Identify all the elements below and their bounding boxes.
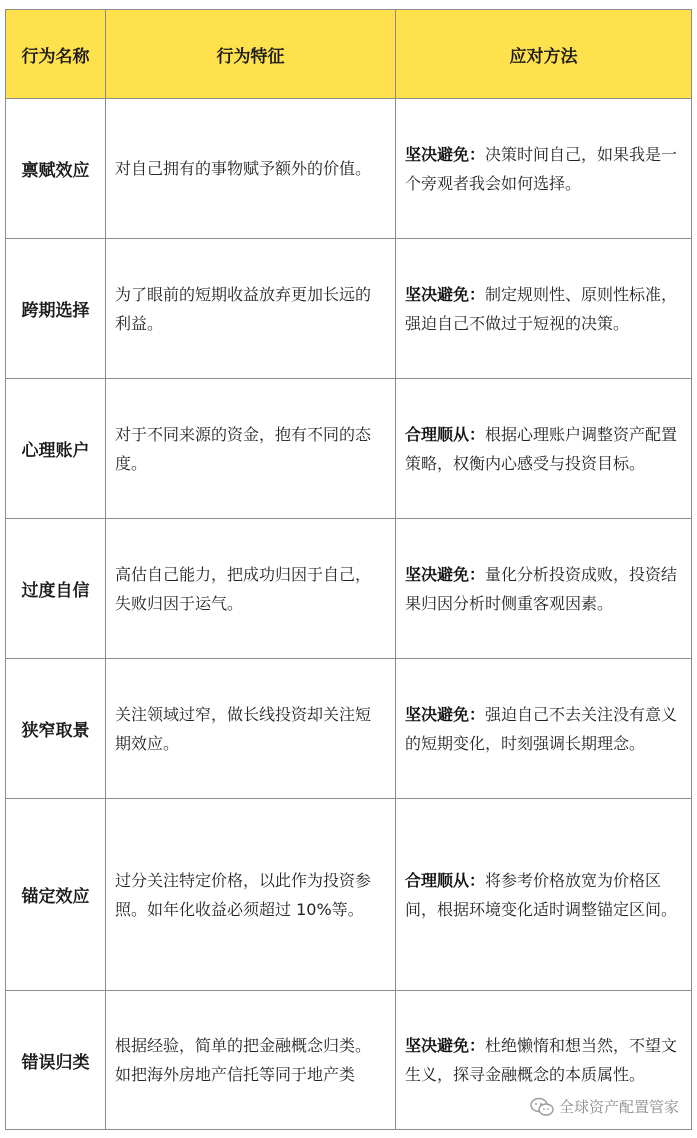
method-text: 根据心理账户调整资产配置策略，权衡内心感受与投资目标。	[405, 424, 678, 473]
method-lead: 坚决避免：	[405, 1036, 486, 1055]
method-lead: 合理顺从：	[405, 424, 486, 444]
coping-method	[396, 519, 692, 659]
method-text: 量化分析投资成败，投资结果归因分析时侧重客观因素。	[405, 564, 678, 613]
watermark	[530, 1096, 679, 1117]
behavior-name: 跨期选择	[6, 239, 106, 379]
table-header-row	[6, 10, 692, 99]
behavior-feature: 关注领域过窄，做长线投资却关注短期效应。	[106, 659, 396, 799]
method-text: 强迫自己不去关注没有意义的短期变化，时刻强调长期理念。	[405, 704, 678, 753]
method-text: 制定规则性、原则性标准，强迫自己不做过于短视的决策。	[405, 284, 678, 333]
table-row	[6, 99, 692, 239]
table-row	[6, 519, 692, 659]
table-row	[6, 239, 692, 379]
coping-method	[396, 99, 692, 239]
behavior-name: 过度自信	[6, 519, 106, 659]
behavior-feature: 为了眼前的短期收益放弃更加长远的利益。	[106, 239, 396, 379]
method-text: 杜绝懒惰和想当然，不望文生义，探寻金融概念的本质属性。	[405, 1036, 678, 1084]
behavior-feature: 对自己拥有的事物赋予额外的价值。	[106, 99, 396, 239]
method-text: 决策时间自己，如果我是一个旁观者我会如何选择。	[405, 144, 678, 193]
header-coping-method: 应对方法	[396, 10, 692, 99]
behavior-name: 心理账户	[6, 379, 106, 519]
method-lead: 坚决避免：	[405, 284, 486, 304]
method-text: 将参考价格放宽为价格区间，根据环境变化适时调整锚定区间。	[405, 870, 678, 919]
behavior-feature: 对于不同来源的资金，抱有不同的态度。	[106, 379, 396, 519]
method-lead: 合理顺从：	[405, 870, 486, 890]
header-behavior-name: 行为名称	[6, 10, 106, 99]
method-lead: 坚决避免：	[405, 564, 486, 584]
wechat-icon	[530, 1097, 554, 1117]
behavior-name: 锚定效应	[6, 799, 106, 991]
method-lead: 坚决避免：	[405, 704, 486, 724]
behavior-table	[5, 9, 692, 1130]
watermark-text: 全球资产配置管家	[558, 1098, 679, 1116]
coping-method	[396, 379, 692, 519]
behavior-name: 禀赋效应	[6, 99, 106, 239]
table-row	[6, 659, 692, 799]
coping-method	[396, 659, 692, 799]
table-row	[6, 379, 692, 519]
behavior-name: 错误归类	[6, 991, 106, 1130]
method-lead: 坚决避免：	[405, 144, 486, 164]
behavior-name: 狭窄取景	[6, 659, 106, 799]
table-row	[6, 799, 692, 991]
coping-method	[396, 239, 692, 379]
behavior-feature: 过分关注特定价格，以此作为投资参照。如年化收益必须超过 10%等。	[106, 799, 396, 991]
header-behavior-feature: 行为特征	[106, 10, 396, 99]
behavior-feature: 根据经验，简单的把金融概念归类。如把海外房地产信托等同于地产类	[106, 991, 396, 1130]
coping-method	[396, 799, 692, 991]
behavior-feature: 高估自己能力，把成功归因于自己，失败归因于运气。	[106, 519, 396, 659]
